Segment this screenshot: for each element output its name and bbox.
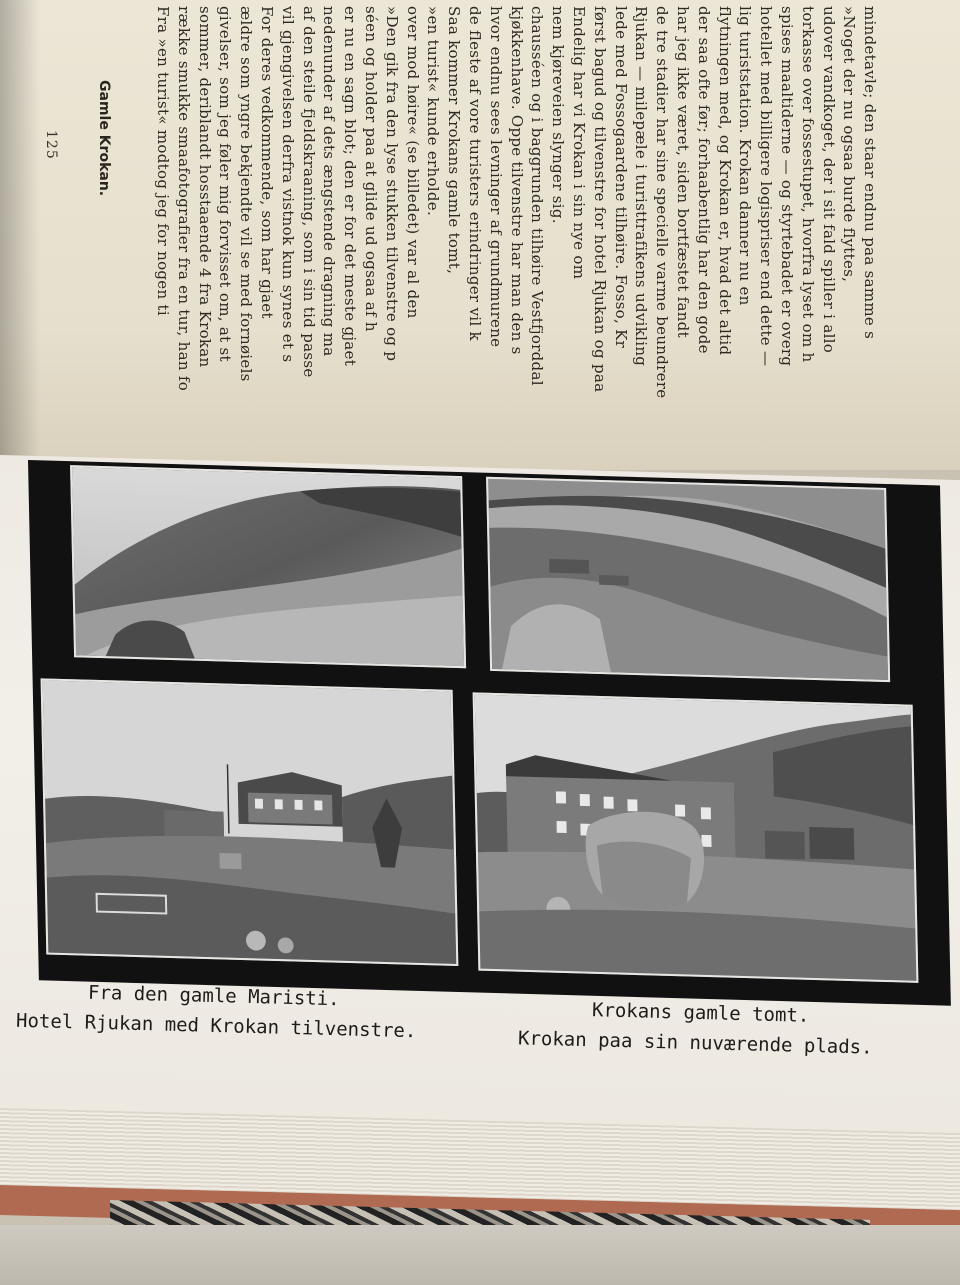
text-line: »Den gik fra den lyse stukken tilvenstre og p xyxy=(382,6,401,362)
text-line: hvor endnu sees levninger af grundmurene xyxy=(486,6,505,348)
text-line: flytningen med, og Krokan er, hvad det altid xyxy=(715,6,734,356)
rotated-text-inner xyxy=(70,0,950,460)
photo-hotel-rjukan xyxy=(41,678,459,966)
text-line: sommer, deriblandt hosstaaende 4 fra Krokan xyxy=(195,6,214,368)
text-line: Fra »en turist« modtog jeg for nogen ti xyxy=(154,6,172,316)
text-line: lig turiststation. Krokan danner nu en xyxy=(736,6,755,306)
text-line: kjøkkenhave. Oppe tilvenstre har man den s xyxy=(507,6,526,355)
text-line: torkasse over fossestupet, hvorfra lyset om h xyxy=(798,6,817,363)
photo-maristi-slope xyxy=(70,465,466,668)
gutter-shadow xyxy=(0,0,40,470)
text-line: lede med Fossogaardene tilhøire. Fosso, Kr xyxy=(611,6,630,349)
photo-krokan-new-site xyxy=(473,692,919,982)
rotated-text-block xyxy=(70,0,950,470)
text-line: For deres vedkommende, som har gjaet xyxy=(258,6,276,319)
text-line: séen og holder paa at glide ud ogsaa af h xyxy=(362,6,380,332)
text-line: ældre som yngre bekjendte vil se med fornøiels xyxy=(237,6,256,382)
page-heading: Gamle Krokan. xyxy=(96,80,112,197)
text-line: af den steile fjeldskraaning, som i sin tid passe xyxy=(299,6,318,378)
text-line: mindetavle; den staar endnu paa samme s xyxy=(861,6,880,340)
text-line: nem kjøreveien slynger sig. xyxy=(549,6,568,224)
maristi-slope-image xyxy=(72,467,464,666)
text-line: »Noget der nu ogsaa burde flyttes, xyxy=(840,6,859,283)
text-line: givelser, som jeg føler mig forvisset om, at st xyxy=(216,6,235,362)
krokan-old-site-image xyxy=(488,479,888,680)
text-line: hotellet med billigere logispriser end dette — xyxy=(757,6,776,367)
text-line: spises maaltiderne — og styrtebadet er overg xyxy=(778,6,796,367)
hotel-rjukan-image xyxy=(43,680,457,964)
text-line: de fleste af vore turisters erindringer vil k xyxy=(466,6,484,341)
caption-left-line1: Fra den gamle Maristi. xyxy=(87,981,340,1011)
krokan-new-site-image xyxy=(475,694,917,980)
text-line: chausséen og i baggrunden tilhøire Vestfjorddal xyxy=(528,6,547,386)
text-line: nedenunder af dets ængstende dragning ma xyxy=(320,6,339,357)
caption-left-line2: Hotel Rjukan med Krokan tilvenstre. xyxy=(15,1009,417,1043)
text-line: Endelig har vi Krokan i sin nye om xyxy=(570,6,588,280)
photo-plate xyxy=(28,460,951,1006)
text-line: har jeg ikke været, siden bortfæstet fandt xyxy=(674,6,692,338)
page-number: 125 xyxy=(43,130,59,160)
text-line: vil gjengivelsen derfra vistnok kun synes et s xyxy=(278,6,297,363)
text-line: der saa ofte før; forhaabentlig har den gode xyxy=(694,6,713,354)
text-line: de tre stadier har sine specielle varme beundrere xyxy=(653,6,672,399)
tablecloth xyxy=(0,1225,960,1285)
text-line: Rjukan — milepæle i turisttrafikens udvikling xyxy=(632,6,651,367)
body-text xyxy=(230,0,950,460)
caption-right-line2: Krokan paa sin nuværende plads. xyxy=(517,1027,873,1059)
text-line: Saa kommer Krokans gamle tomt, xyxy=(445,6,464,275)
photo-krokan-old-site xyxy=(486,477,890,682)
text-line: udover vandkoget, der i sit fald spiller i allo xyxy=(819,6,838,354)
caption-right-line1: Krokans gamle tomt. xyxy=(591,999,810,1027)
text-line: række smukke smaafotografier fra en tur, han fo xyxy=(174,6,193,392)
text-line: over mod høire« (se billedet) var al den xyxy=(403,6,422,319)
text-line: er nu en sagn blot; den er for det meste gjaet xyxy=(341,6,360,367)
upper-page xyxy=(0,0,960,470)
text-line: først bagud og tilvenstre for hotel Rjukan og paa xyxy=(590,6,609,393)
text-line: »en turist« kunde erholde. xyxy=(424,6,443,217)
